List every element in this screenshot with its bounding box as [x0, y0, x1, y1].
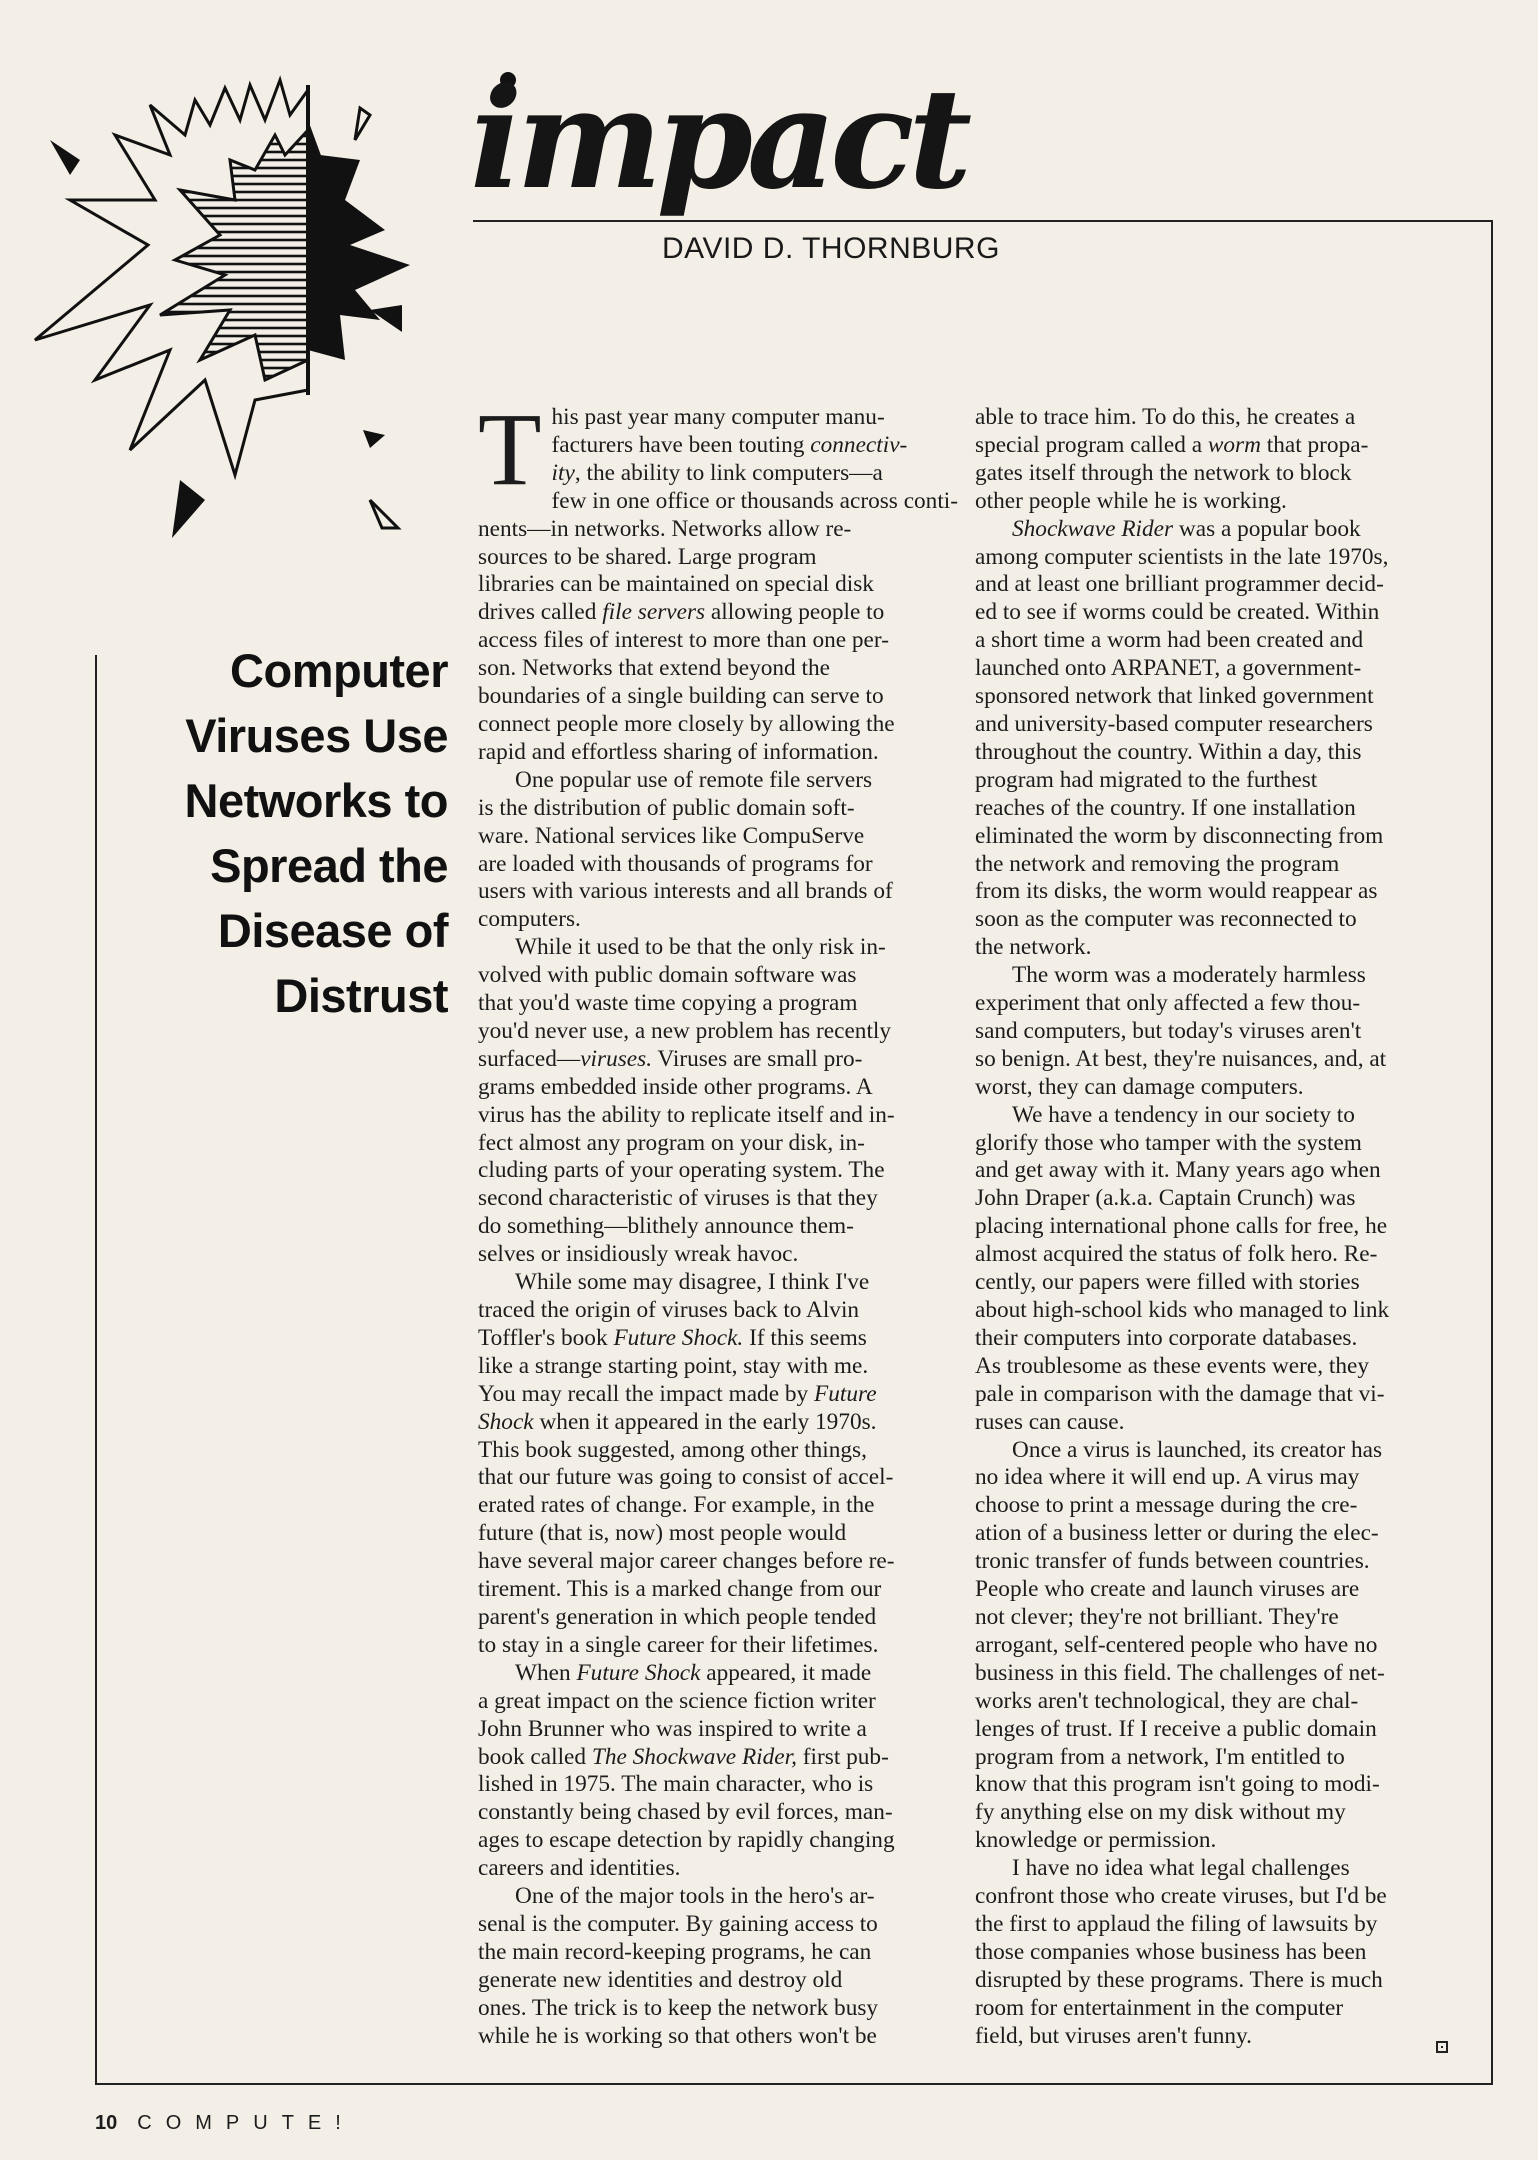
article-line: John Brunner who was inspired to write a: [478, 1715, 867, 1742]
article-line: eliminated the worm by disconnecting from: [975, 822, 1384, 849]
article-line: fect almost any program on your disk, in-: [478, 1129, 865, 1156]
article-line: This book suggested, among other things,: [478, 1436, 867, 1463]
article-line: Toffler's book Future Shock. If this seems: [478, 1324, 867, 1351]
article-line: You may recall the impact made by Future: [478, 1380, 877, 1407]
article-line: that our future was going to consist of accel-: [478, 1464, 894, 1491]
page-number: 10: [95, 2112, 118, 2134]
article-line: traced the origin of viruses back to Alvin: [478, 1297, 860, 1323]
article-line: the main record-keeping programs, he can: [478, 1938, 872, 1965]
article-line: pale in comparison with the damage that vi-: [975, 1380, 1385, 1407]
article-line: ed to see if worms could be created. Within: [975, 599, 1380, 626]
article-line: almost acquired the status of folk hero. Re-: [975, 1241, 1378, 1268]
article-line: you'd never use, a new problem has recently: [478, 1017, 892, 1044]
article-line: People who create and launch viruses are: [975, 1576, 1360, 1603]
article-line: no idea where it will end up. A virus may: [975, 1464, 1360, 1491]
page-footer: [95, 2112, 355, 2135]
article-line: knowledge or permission.: [975, 1827, 1217, 1854]
article-line: arrogant, self-centered people who have no: [975, 1631, 1378, 1658]
article-line: surfaced—viruses. Viruses are small pro-: [478, 1045, 863, 1072]
article-line: confront those who create viruses, but I'd be: [975, 1883, 1387, 1910]
article-line: tirement. This is a marked change from our: [478, 1576, 882, 1603]
article-line: placing international phone calls for free, he: [975, 1213, 1388, 1240]
article-line: computers.: [478, 906, 581, 933]
article-line: about high-school kids who managed to link: [975, 1297, 1390, 1323]
article-line: ity, the ability to link computers—a: [551, 459, 883, 486]
article-line: have several major career changes before re-: [478, 1548, 895, 1575]
article-line: facturers have been touting connectiv-: [551, 431, 908, 458]
headline-line: Distrust: [274, 969, 448, 1022]
article-line: and university-based computer researchers: [975, 710, 1373, 737]
article-line: ation of a business letter or during the elec-: [975, 1520, 1379, 1547]
article-line: launched onto ARPANET, a government-: [975, 655, 1362, 682]
article-line: ones. The trick is to keep the network busy: [478, 1994, 879, 2021]
article-line: One of the major tools in the hero's ar-: [515, 1883, 875, 1910]
article-line: connect people more closely by allowing the: [478, 710, 895, 737]
article-line: cluding parts of your operating system. The: [478, 1157, 885, 1184]
article-line: ware. National services like CompuServe: [478, 822, 865, 849]
article-line: We have a tendency in our society to: [1012, 1101, 1355, 1128]
headline-line: Disease of: [217, 904, 448, 957]
article-line: and at least one brilliant programmer decid-: [975, 571, 1384, 598]
article-line: When Future Shock appeared, it made: [515, 1659, 872, 1686]
article-line: not clever; they're not brilliant. They're: [975, 1603, 1339, 1630]
article-line: volved with public domain software was: [478, 962, 857, 989]
article-line: those companies whose business has been: [975, 1938, 1367, 1965]
article-line: while he is working so that others won't be: [478, 2022, 877, 2049]
article-line: soon as the computer was reconnected to: [975, 906, 1357, 933]
article-line: field, but viruses aren't funny.: [975, 2022, 1253, 2049]
article-line: I have no idea what legal challenges: [1012, 1855, 1350, 1882]
article-line: his past year many computer manu-: [551, 404, 885, 430]
article-column-1: [478, 392, 968, 2050]
article-line: fy anything else on my disk without my: [975, 1799, 1346, 1826]
article-line: nents—in networks. Networks allow re-: [478, 515, 852, 542]
article-line: glorify those who tamper with the system: [975, 1129, 1362, 1156]
article-line: One popular use of remote file servers: [515, 766, 873, 793]
article-line: cently, our papers were filled with stories: [975, 1269, 1360, 1296]
article-headline: [110, 638, 448, 1028]
article-line: know that this program isn't going to modi-: [975, 1771, 1380, 1798]
article-line: disrupted by these programs. There is much: [975, 1966, 1383, 1993]
article-line: gates itself through the network to block: [975, 459, 1352, 486]
article-line: tronic transfer of funds between countries.: [975, 1548, 1370, 1575]
article-line: other people while he is working.: [975, 487, 1287, 514]
article-line: drives called file servers allowing people to: [478, 599, 885, 626]
article-line: are loaded with thousands of programs for: [478, 850, 873, 877]
article-line: Shock when it appeared in the early 1970s.: [478, 1408, 877, 1435]
article-line: book called The Shockwave Rider, first pub-: [478, 1743, 889, 1770]
article-line: their computers into corporate databases.: [975, 1324, 1358, 1351]
article-line: future (that is, now) most people would: [478, 1520, 847, 1547]
article-line: John Draper (a.k.a. Captain Crunch) was: [975, 1185, 1356, 1212]
article-line: sand computers, but today's viruses aren't: [975, 1017, 1362, 1044]
article-line: constantly being chased by evil forces, man-: [478, 1799, 893, 1826]
article-line: The worm was a moderately harmless: [1012, 962, 1366, 989]
article-line: careers and identities.: [478, 1855, 681, 1882]
headline-line: Networks to: [184, 774, 448, 827]
article-line: choose to print a message during the cre-: [975, 1492, 1358, 1519]
magazine-name: COMPUTE!: [137, 2112, 355, 2134]
article-line: to stay in a single career for their lifetimes.: [478, 1631, 879, 1658]
article-line: erated rates of change. For example, in the: [478, 1492, 875, 1519]
article-line: sponsored network that linked government: [975, 683, 1374, 710]
article-line: senal is the computer. By gaining access to: [478, 1910, 878, 1937]
article-line: able to trace him. To do this, he creates a: [975, 404, 1356, 430]
article-line: As troublesome as these events were, they: [975, 1352, 1369, 1379]
frame-rule-top: [473, 220, 1493, 222]
article-line: generate new identities and destroy old: [478, 1966, 843, 1993]
article-line: grams embedded inside other programs. A: [478, 1073, 873, 1100]
headline-line: Spread the: [210, 839, 448, 892]
article-line: Once a virus is launched, its creator has: [1012, 1436, 1383, 1463]
article-line: so benign. At best, they're nuisances, and, at: [975, 1045, 1387, 1072]
article-line: the first to applaud the filing of lawsuits by: [975, 1910, 1378, 1937]
article-line: users with various interests and all brands of: [478, 878, 893, 905]
article-line: boundaries of a single building can serve to: [478, 683, 884, 710]
author-byline: DAVID D. THORNBURG: [662, 232, 1000, 265]
article-line: second characteristic of viruses is that they: [478, 1185, 878, 1212]
article-line: special program called a worm that propa-: [975, 431, 1369, 458]
article-line: the network.: [975, 934, 1092, 961]
article-line: reaches of the country. If one installation: [975, 794, 1356, 821]
section-title: impact: [470, 57, 967, 220]
article-line: While it used to be that the only risk in-: [515, 934, 886, 961]
article-line: sources to be shared. Large program: [478, 543, 817, 570]
starburst-illustration-icon: [30, 60, 520, 560]
article-line: like a strange starting point, stay with me.: [478, 1352, 869, 1379]
article-line: While some may disagree, I think I've: [515, 1269, 870, 1296]
article-line: ruses can cause.: [975, 1408, 1125, 1435]
end-of-article-square-icon: [1436, 2041, 1448, 2053]
article-line: the network and removing the program: [975, 850, 1340, 877]
headline-line: Computer: [230, 644, 448, 697]
article-line: program from a network, I'm entitled to: [975, 1743, 1345, 1770]
frame-rule-right: [1491, 220, 1493, 2085]
article-line: parent's generation in which people tended: [478, 1603, 877, 1630]
article-line: lenges of trust. If I receive a public domain: [975, 1715, 1377, 1742]
article-line: room for entertainment in the computer: [975, 1994, 1344, 2021]
article-line: a short time a worm had been created and: [975, 627, 1364, 654]
article-line: ages to escape detection by rapidly changing: [478, 1827, 895, 1854]
drop-cap: T: [478, 392, 542, 507]
article-line: selves or insidiously wreak havoc.: [478, 1241, 799, 1268]
article-line: access files of interest to more than one per-: [478, 627, 889, 654]
article-line: rapid and effortless sharing of information.: [478, 738, 879, 765]
headline-line: Viruses Use: [185, 709, 448, 762]
article-line: that you'd waste time copying a program: [478, 990, 858, 1017]
article-line: business in this field. The challenges of net-: [975, 1659, 1385, 1686]
frame-rule-bottom: [95, 2083, 1493, 2085]
article-line: is the distribution of public domain soft-: [478, 794, 855, 821]
article-line: lished in 1975. The main character, who is: [478, 1771, 874, 1798]
frame-rule-left: [95, 655, 97, 2085]
article-line: libraries can be maintained on special disk: [478, 571, 874, 598]
article-line: and get away with it. Many years ago when: [975, 1157, 1381, 1184]
article-line: virus has the ability to replicate itself and in-: [478, 1101, 895, 1128]
article-line: works aren't technological, they are chal-: [975, 1687, 1359, 1714]
article-line: among computer scientists in the late 1970s,: [975, 543, 1389, 570]
article-line: worst, they can damage computers.: [975, 1073, 1304, 1100]
article-column-2: [975, 404, 1475, 2050]
article-line: program had migrated to the furthest: [975, 766, 1318, 793]
article-line: a great impact on the science fiction writer: [478, 1687, 876, 1714]
article-line: Shockwave Rider was a popular book: [1012, 515, 1361, 542]
article-line: do something—blithely announce them-: [478, 1213, 854, 1240]
article-line: son. Networks that extend beyond the: [478, 655, 830, 682]
article-line: few in one office or thousands across conti-: [551, 487, 959, 514]
article-line: from its disks, the worm would reappear as: [975, 878, 1378, 905]
article-line: throughout the country. Within a day, this: [975, 738, 1362, 765]
article-line: experiment that only affected a few thou-: [975, 990, 1361, 1017]
